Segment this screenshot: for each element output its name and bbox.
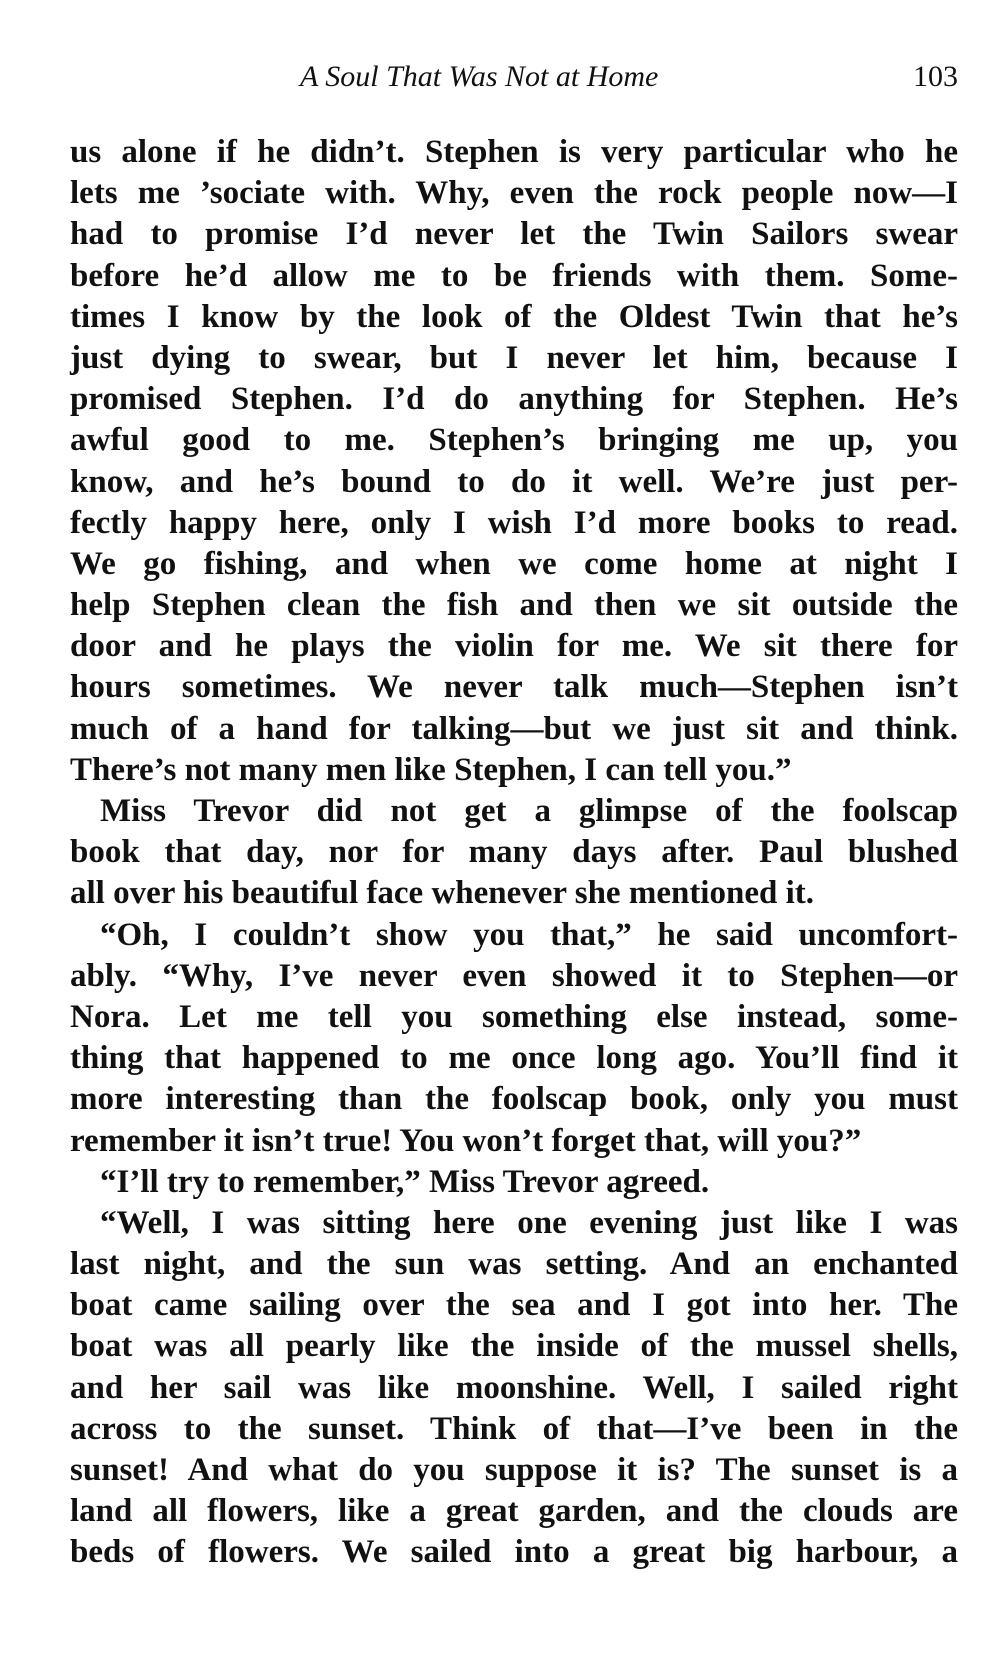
text-line: times I know by the look of the Oldest Twin that he’s (70, 298, 958, 335)
text-line: boat came sailing over the sea and I got into her. The (70, 1287, 958, 1324)
text-line: There’s not many men like Stephen, I can tell you.” (70, 751, 792, 788)
text-line: help Stephen clean the fish and then we sit outside the (70, 587, 958, 624)
text-line: Miss Trevor did not get a glimpse of the foolscap (100, 793, 958, 829)
text-line: before he’d allow me to be friends with them. Some- (70, 257, 958, 294)
text-line: thing that happened to me once long ago. You’ll find it (70, 1040, 958, 1077)
text-line: boat was all pearly like the inside of the mussel shells, (70, 1328, 958, 1365)
body-text (70, 132, 958, 1574)
text-line: promised Stephen. I’d do anything for Stephen. He’s (70, 381, 958, 418)
text-line: remember it isn’t true! You won’t forget that, will you?” (70, 1122, 862, 1159)
text-line: Nora. Let me tell you something else instead, some- (70, 998, 958, 1035)
page-number: 103 (913, 60, 958, 93)
text-line: “I’ll try to remember,” Miss Trevor agreed. (100, 1163, 710, 1200)
text-line: “Oh, I couldn’t show you that,” he said uncomfort- (100, 916, 958, 953)
text-line: door and he plays the violin for me. We sit there for (70, 628, 958, 665)
text-line: had to promise I’d never let the Twin Sailors swear (70, 216, 958, 253)
text-line: book that day, nor for many days after. Paul blushed (70, 834, 958, 871)
text-line: fectly happy here, only I wish I’d more books to read. (70, 504, 958, 541)
text-line: We go fishing, and when we come home at night I (70, 545, 958, 582)
text-line: and her sail was like moonshine. Well, I sailed right (70, 1369, 958, 1406)
text-line: us alone if he didn’t. Stephen is very particular who he (70, 134, 958, 170)
text-line: much of a hand for talking—but we just sit and think. (70, 710, 958, 747)
running-head (70, 60, 958, 100)
text-line: across to the sunset. Think of that—I’ve been in the (70, 1410, 958, 1447)
text-line: awful good to me. Stephen’s bringing me up, you (70, 422, 958, 459)
text-line: all over his beautiful face whenever she mentioned it. (70, 875, 814, 912)
text-line: beds of flowers. We sailed into a great big harbour, a (70, 1534, 958, 1571)
text-line: land all flowers, like a great garden, and the clouds are (70, 1493, 958, 1530)
text-line: just dying to swear, but I never let him, because I (70, 339, 958, 376)
text-line: “Well, I was sitting here one evening just like I was (100, 1204, 958, 1241)
text-line: lets me ’sociate with. Why, even the rock people now—I (70, 175, 958, 212)
text-line: last night, and the sun was setting. And an enchanted (70, 1246, 958, 1283)
text-line: ably. “Why, I’ve never even showed it to Stephen—or (70, 957, 958, 994)
text-line: know, and he’s bound to do it well. We’re just per- (70, 463, 958, 500)
text-line: more interesting than the foolscap book, only you must (70, 1081, 958, 1118)
running-title: A Soul That Was Not at Home (300, 60, 659, 93)
text-line: sunset! And what do you suppose it is? The sunset is a (70, 1452, 958, 1488)
text-line: hours sometimes. We never talk much—Stephen isn’t (70, 669, 958, 706)
